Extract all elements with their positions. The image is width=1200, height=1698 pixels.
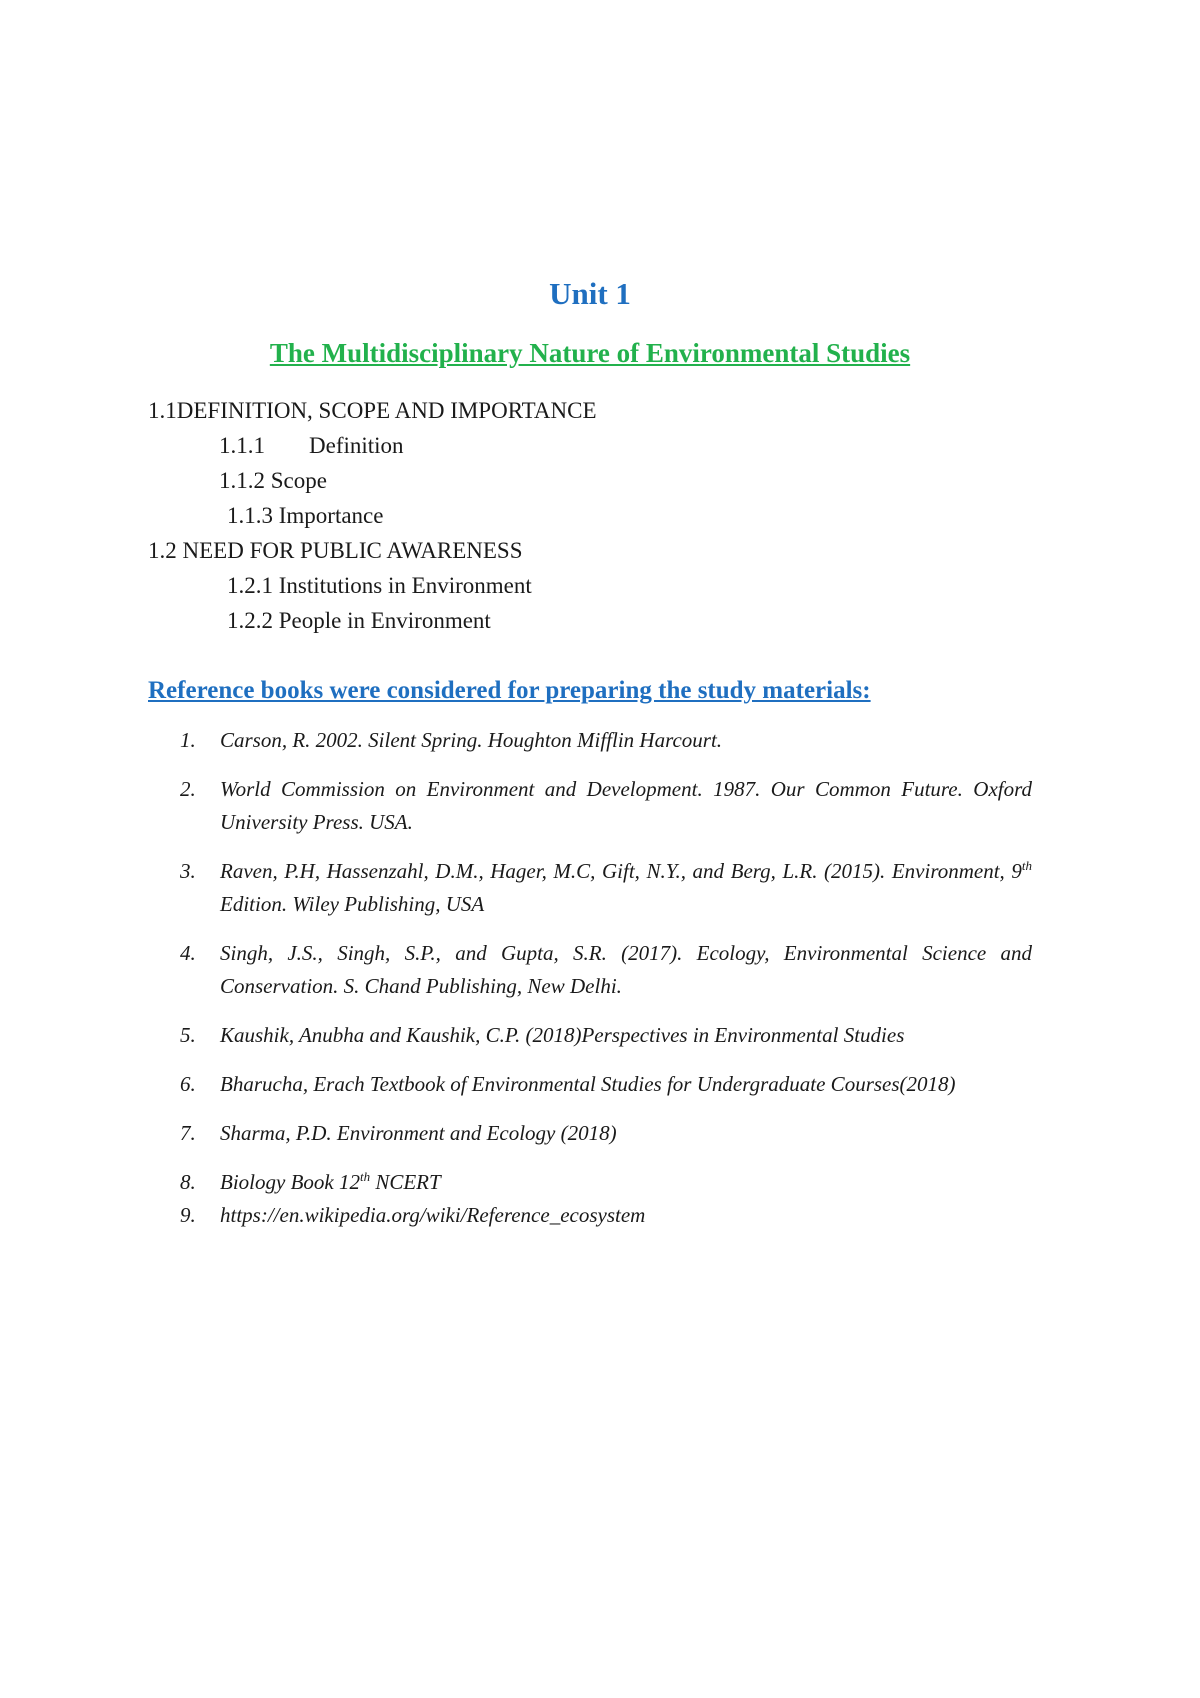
reference-number: 6. xyxy=(180,1072,196,1096)
reference-item xyxy=(180,1019,1032,1052)
reference-text-part: NCERT xyxy=(370,1170,441,1194)
reference-number: 2. xyxy=(180,777,196,801)
toc-item-1-1: 1.1DEFINITION, SCOPE AND IMPORTANCE xyxy=(148,398,597,423)
reference-item xyxy=(180,1166,1032,1199)
reference-item xyxy=(180,1199,1032,1232)
superscript: th xyxy=(1021,858,1032,873)
toc-item-1-2-1: 1.2.1 Institutions in Environment xyxy=(227,573,532,598)
reference-text xyxy=(220,859,1032,916)
reference-text: Sharma, P.D. Environment and Ecology (2018) xyxy=(220,1121,617,1145)
reference-text-part: Raven, P.H, Hassenzahl, D.M., Hager, M.C, Gift, N.Y., and Berg, L.R. (2015). Environment, 9 xyxy=(220,859,1022,883)
reference-number: 7. xyxy=(180,1121,196,1145)
toc-item-label: Definition xyxy=(309,433,404,458)
reference-text: Kaushik, Anubha and Kaushik, C.P. (2018)Perspectives in Environmental Studies xyxy=(220,1023,905,1047)
toc-item-1-1-3: 1.1.3 Importance xyxy=(227,503,384,528)
reference-item xyxy=(180,1117,1032,1150)
reference-number: 1. xyxy=(180,728,196,752)
reference-text: World Commission on Environment and Development. 1987. Our Common Future. Oxford University Press. USA. xyxy=(220,777,1032,834)
toc-item-1-1-2: 1.1.2 Scope xyxy=(219,468,327,493)
superscript: th xyxy=(359,1169,371,1184)
reference-text xyxy=(220,1170,441,1194)
reference-number: 8. xyxy=(180,1170,196,1194)
toc-item-1-1-1 xyxy=(148,428,597,463)
reference-text-part: Biology Book 12 xyxy=(220,1170,360,1194)
toc-item-1-2-2: 1.2.2 People in Environment xyxy=(227,608,491,633)
reference-number: 9. xyxy=(180,1203,196,1227)
reference-text: Singh, J.S., Singh, S.P., and Gupta, S.R. (2017). Ecology, Environmental Science and Conservation. S. Chand Publishing, New Delhi. xyxy=(220,941,1032,998)
reference-item xyxy=(180,937,1032,1003)
toc-item-number: 1.1.1 xyxy=(219,433,265,458)
reference-list xyxy=(180,724,1032,1248)
reference-text: Bharucha, Erach Textbook of Environmental Studies for Undergraduate Courses(2018) xyxy=(220,1072,956,1096)
reference-number: 3. xyxy=(180,859,196,883)
reference-text-part: Edition. Wiley Publishing, USA xyxy=(220,892,485,916)
reference-link[interactable]: https://en.wikipedia.org/wiki/Reference_ecosystem xyxy=(220,1203,646,1227)
references-heading: Reference books were considered for preparing the study materials: xyxy=(148,677,871,704)
reference-item xyxy=(180,773,1032,839)
unit-subtitle: The Multidisciplinary Nature of Environmental Studies xyxy=(269,338,911,368)
table-of-contents xyxy=(148,393,597,638)
reference-number: 5. xyxy=(180,1023,196,1047)
reference-number: 4. xyxy=(180,941,196,965)
reference-text: Carson, R. 2002. Silent Spring. Houghton Mifflin Harcourt. xyxy=(220,728,723,752)
toc-item-1-2: 1.2 NEED FOR PUBLIC AWARENESS xyxy=(148,538,523,563)
reference-item xyxy=(180,724,1032,757)
unit-title: Unit 1 xyxy=(549,276,631,311)
reference-item xyxy=(180,855,1032,921)
reference-item xyxy=(180,1068,1032,1101)
